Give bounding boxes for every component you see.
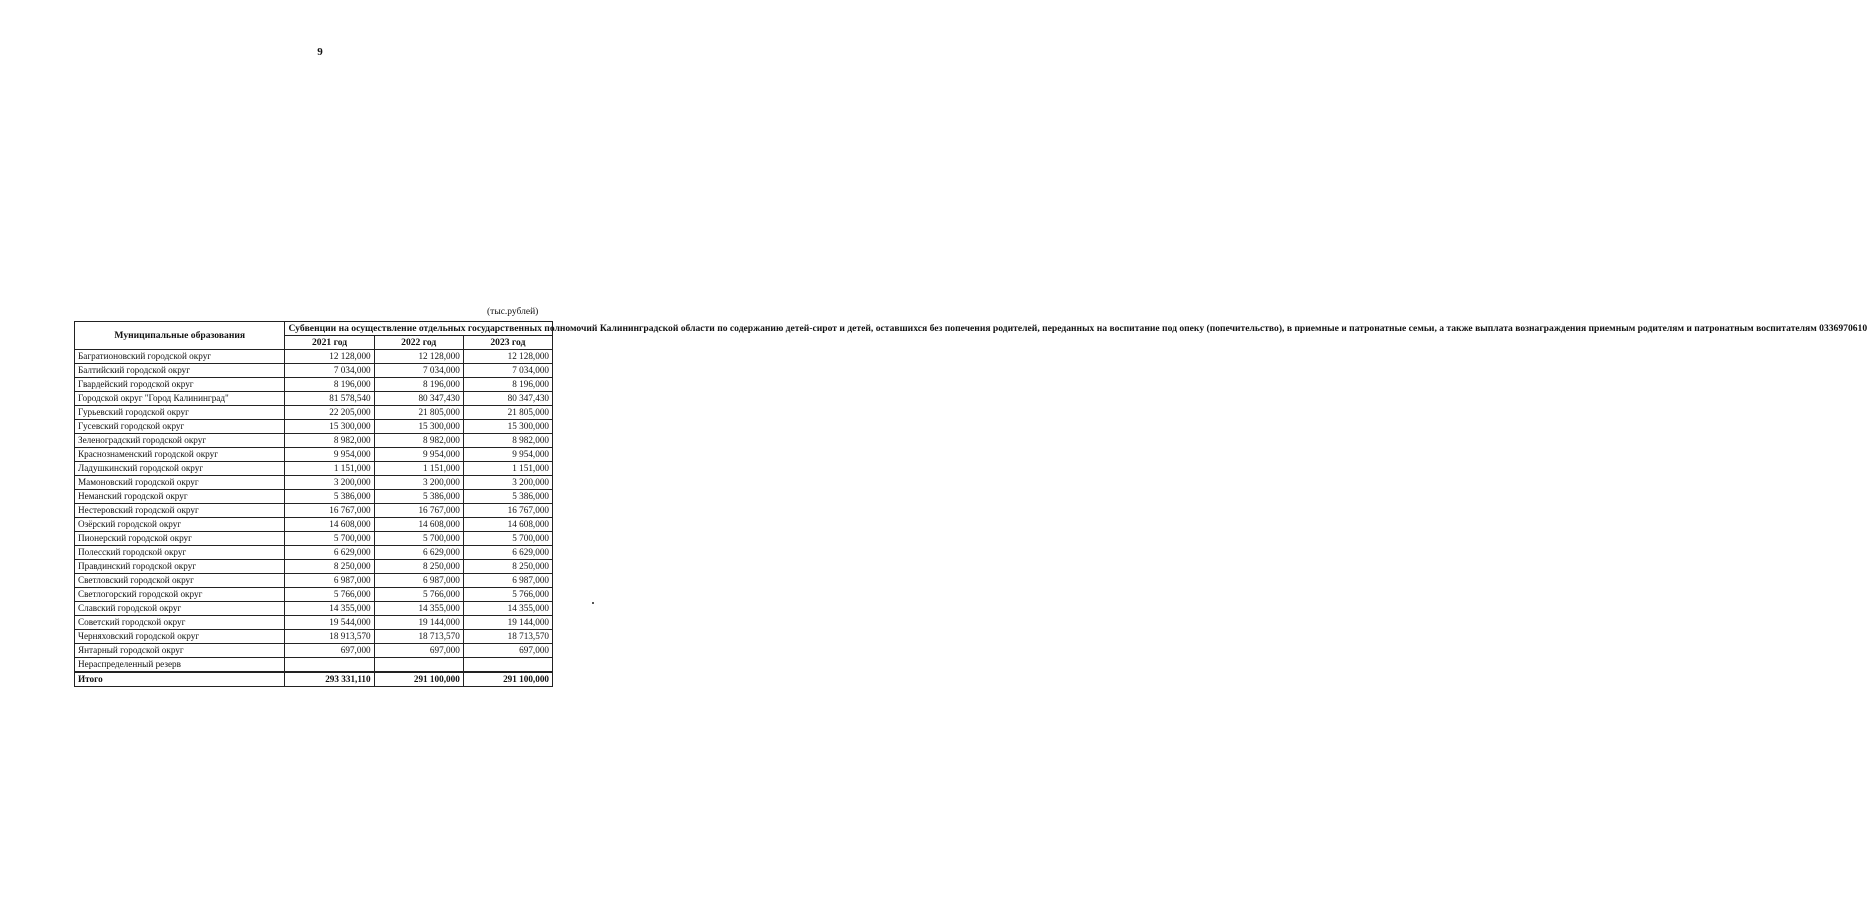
value-2021: 12 128,000	[285, 350, 374, 364]
municipality-name: Янтарный городской округ	[75, 644, 285, 658]
value-2021: 8 982,000	[285, 434, 374, 448]
municipality-name: Мамоновский городской округ	[75, 476, 285, 490]
value-2021: 5 700,000	[285, 532, 374, 546]
value-2021: 15 300,000	[285, 420, 374, 434]
value-2023: 1 151,000	[463, 462, 552, 476]
value-2021: 14 608,000	[285, 518, 374, 532]
value-2023: 7 034,000	[463, 364, 552, 378]
table-row	[75, 504, 553, 518]
municipality-name: Нестеровский городской округ	[75, 504, 285, 518]
year-header-2021: 2021 год	[285, 336, 374, 350]
value-2022: 9 954,000	[374, 448, 463, 462]
table-row	[75, 518, 553, 532]
value-2022: 16 767,000	[374, 504, 463, 518]
municipality-name: Правдинский городской округ	[75, 560, 285, 574]
value-2023: 14 608,000	[463, 518, 552, 532]
municipality-name: Гусевский городской округ	[75, 420, 285, 434]
table-row	[75, 602, 553, 616]
value-2023: 14 355,000	[463, 602, 552, 616]
value-2022: 6 987,000	[374, 574, 463, 588]
total-2022: 291 100,000	[374, 672, 463, 687]
value-2022: 8 250,000	[374, 560, 463, 574]
table-row	[75, 546, 553, 560]
value-2023: 80 347,430	[463, 392, 552, 406]
value-2023: 8 250,000	[463, 560, 552, 574]
value-2022: 80 347,430	[374, 392, 463, 406]
year-header-2022: 2022 год	[374, 336, 463, 350]
total-2023: 291 100,000	[463, 672, 552, 687]
municipality-name: Балтийский городской округ	[75, 364, 285, 378]
value-2022: 5 766,000	[374, 588, 463, 602]
value-2023: 6 987,000	[463, 574, 552, 588]
table-row	[75, 560, 553, 574]
table-row	[75, 574, 553, 588]
table-row	[75, 630, 553, 644]
value-2021: 697,000	[285, 644, 374, 658]
value-2022: 6 629,000	[374, 546, 463, 560]
table-row	[75, 616, 553, 630]
value-2022: 697,000	[374, 644, 463, 658]
municipality-name: Гурьевский городской округ	[75, 406, 285, 420]
table-row	[75, 658, 553, 673]
value-2023: 16 767,000	[463, 504, 552, 518]
municipality-name: Нераспределенный резерв	[75, 658, 285, 673]
table-row	[75, 406, 553, 420]
value-2021: 1 151,000	[285, 462, 374, 476]
municipality-name: Светлогорский городской округ	[75, 588, 285, 602]
table-row	[75, 490, 553, 504]
value-2021: 5 386,000	[285, 490, 374, 504]
value-2021: 6 629,000	[285, 546, 374, 560]
table-row	[75, 392, 553, 406]
value-2023: 9 954,000	[463, 448, 552, 462]
table-row	[75, 644, 553, 658]
value-2023: 6 629,000	[463, 546, 552, 560]
value-2022: 12 128,000	[374, 350, 463, 364]
municipality-name: Ладушкинский городской округ	[75, 462, 285, 476]
municipality-name: Советский городской округ	[75, 616, 285, 630]
value-2023: 8 196,000	[463, 378, 552, 392]
table-row	[75, 532, 553, 546]
table-row	[75, 364, 553, 378]
value-2023: 5 700,000	[463, 532, 552, 546]
municipality-name: Черняховский городской округ	[75, 630, 285, 644]
municipality-name: Полесский городской округ	[75, 546, 285, 560]
value-2022: 8 982,000	[374, 434, 463, 448]
value-2021: 16 767,000	[285, 504, 374, 518]
municipality-name: Городской округ "Город Калининград"	[75, 392, 285, 406]
municipality-name: Неманский городской округ	[75, 490, 285, 504]
value-2022: 5 386,000	[374, 490, 463, 504]
table-row	[75, 350, 553, 364]
municipality-name: Озёрский городской округ	[75, 518, 285, 532]
table-row	[75, 476, 553, 490]
table-row	[75, 420, 553, 434]
total-label: Итого	[75, 672, 285, 687]
value-2022: 7 034,000	[374, 364, 463, 378]
table-row	[75, 588, 553, 602]
page-number: 9	[317, 46, 323, 58]
value-2022: 1 151,000	[374, 462, 463, 476]
table-row	[75, 462, 553, 476]
value-2021: 8 250,000	[285, 560, 374, 574]
value-2022: 14 608,000	[374, 518, 463, 532]
value-2022: 15 300,000	[374, 420, 463, 434]
value-2022: 21 805,000	[374, 406, 463, 420]
value-2023: 21 805,000	[463, 406, 552, 420]
value-2023: 697,000	[463, 644, 552, 658]
value-2022: 8 196,000	[374, 378, 463, 392]
total-2021: 293 331,110	[285, 672, 374, 687]
value-2022: 3 200,000	[374, 476, 463, 490]
municipality-name: Багратионовский городской округ	[75, 350, 285, 364]
municipality-name: Зеленоградский городской округ	[75, 434, 285, 448]
municipalities-header: Муниципальные образования	[75, 322, 285, 350]
value-2021: 3 200,000	[285, 476, 374, 490]
table-row	[75, 448, 553, 462]
value-2021: 22 205,000	[285, 406, 374, 420]
value-2021: 6 987,000	[285, 574, 374, 588]
subventions-table	[74, 321, 1867, 687]
value-2021: 8 196,000	[285, 378, 374, 392]
value-2023: 8 982,000	[463, 434, 552, 448]
value-2021: 9 954,000	[285, 448, 374, 462]
value-2023: 3 200,000	[463, 476, 552, 490]
value-2023: 5 766,000	[463, 588, 552, 602]
table-body	[75, 350, 553, 673]
value-2022: 19 144,000	[374, 616, 463, 630]
municipality-name: Краснознаменский городской округ	[75, 448, 285, 462]
value-2023: 19 144,000	[463, 616, 552, 630]
value-2021: 18 913,570	[285, 630, 374, 644]
total-row	[75, 672, 553, 687]
table-row	[75, 434, 553, 448]
value-2022	[374, 658, 463, 673]
value-2021: 7 034,000	[285, 364, 374, 378]
value-2023: 5 386,000	[463, 490, 552, 504]
value-2021: 19 544,000	[285, 616, 374, 630]
value-2021: 5 766,000	[285, 588, 374, 602]
value-2021	[285, 658, 374, 673]
municipality-name: Светловский городской округ	[75, 574, 285, 588]
units-label: (тыс.рублей)	[487, 307, 539, 317]
scan-speck	[592, 602, 594, 604]
value-2022: 18 713,570	[374, 630, 463, 644]
municipality-name: Славский городской округ	[75, 602, 285, 616]
value-2023: 15 300,000	[463, 420, 552, 434]
year-header-2023: 2023 год	[463, 336, 552, 350]
value-2023	[463, 658, 552, 673]
value-2023: 18 713,570	[463, 630, 552, 644]
value-2023: 12 128,000	[463, 350, 552, 364]
subvention-description-header: Субвенции на осуществление отдельных государственных полномочий Калининградской области по содержанию детей-сирот и детей, оставшихся без попечения родителей, переданных на воспитание под опеку (попечительство), в приемные и патронатные семьи, а также выплата вознаграждения приемным родителям и патронатным воспитателям 0336970610	[285, 322, 553, 336]
municipality-name: Гвардейский городской округ	[75, 378, 285, 392]
value-2022: 5 700,000	[374, 532, 463, 546]
value-2022: 14 355,000	[374, 602, 463, 616]
municipality-name: Пионерский городской округ	[75, 532, 285, 546]
table-row	[75, 378, 553, 392]
value-2021: 81 578,540	[285, 392, 374, 406]
value-2021: 14 355,000	[285, 602, 374, 616]
